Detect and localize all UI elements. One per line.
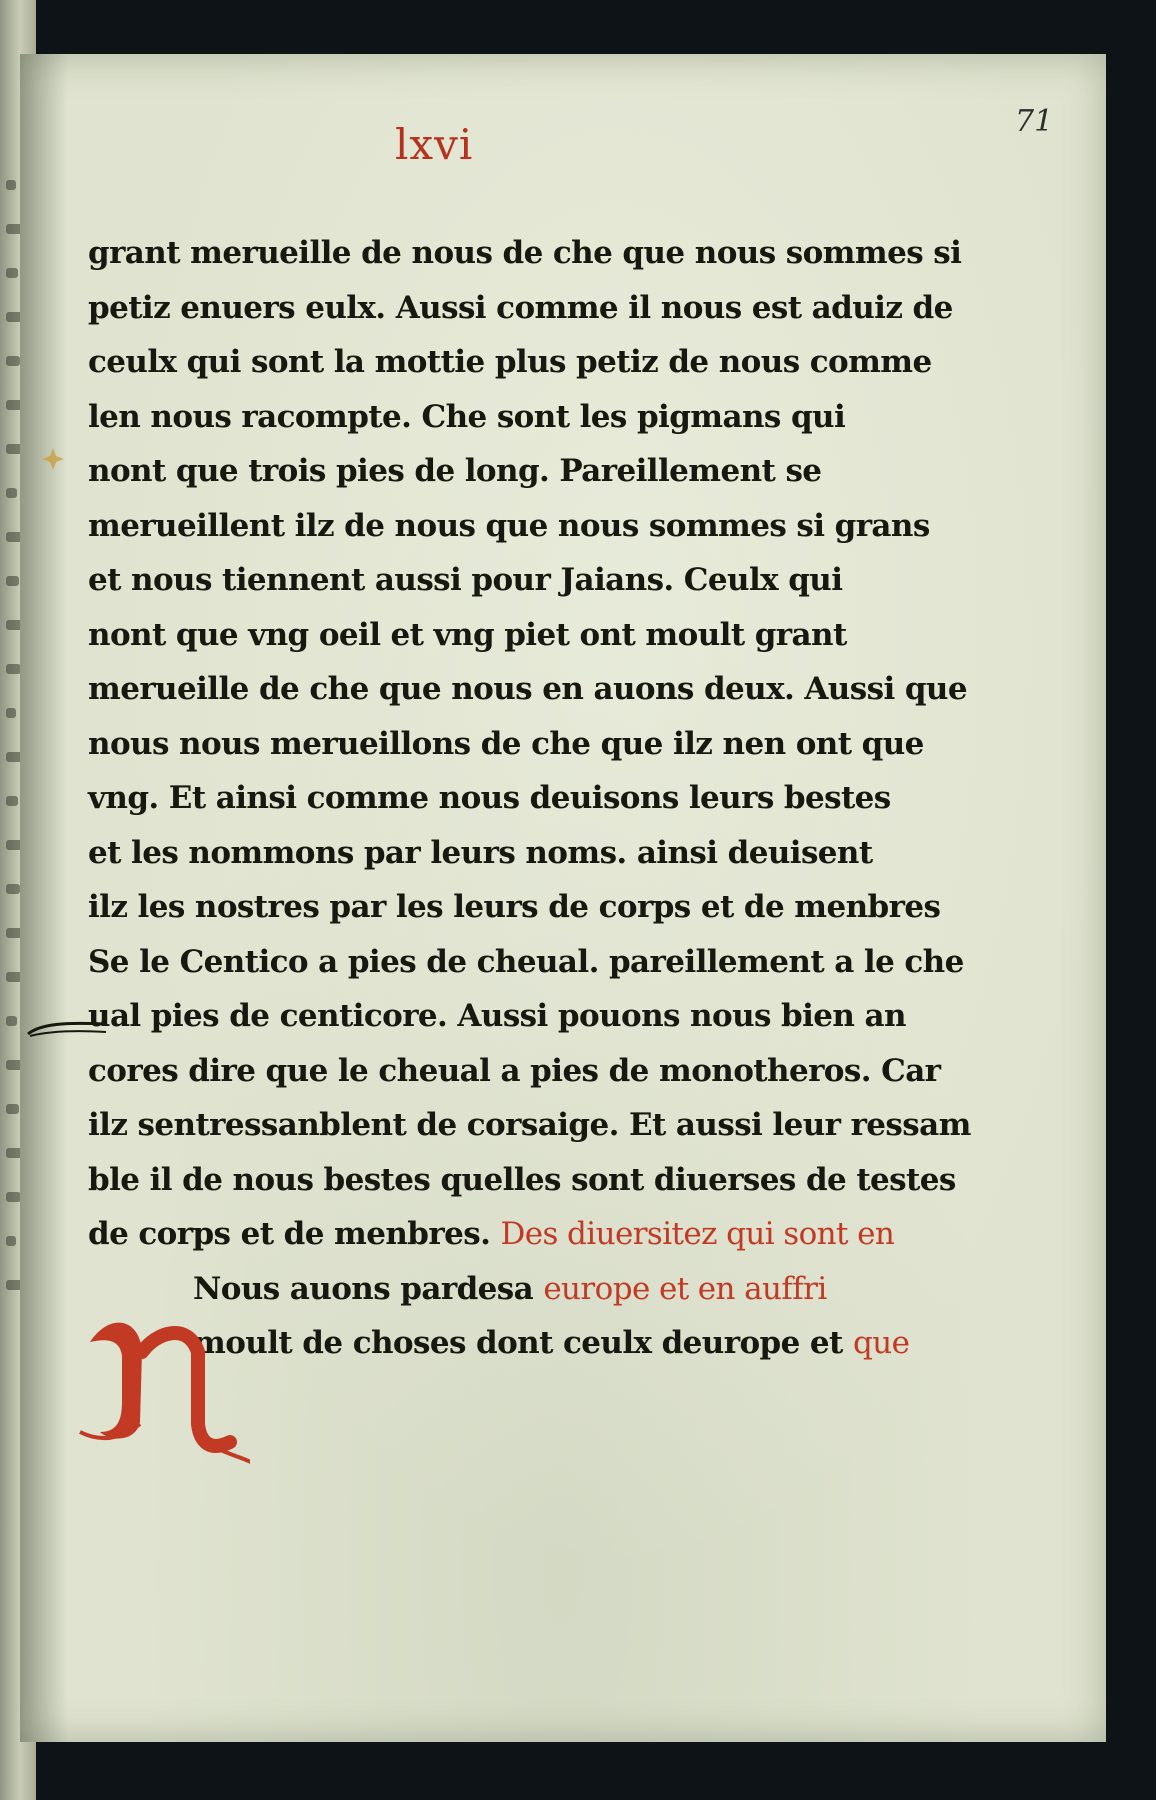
- adjacent-text-fragment: [6, 488, 17, 498]
- text-segment: cores dire que le cheual a pies de monotheros. Car: [88, 1052, 941, 1089]
- rubric-text: que: [852, 1325, 910, 1361]
- text-line: [88, 281, 953, 336]
- adjacent-text-fragment: [6, 796, 18, 806]
- text-segment: ilz les nostres par les leurs de corps et de menbres: [88, 889, 941, 925]
- adjacent-text-fragment: [6, 180, 16, 190]
- text-segment: nous nous merueillons de che que ilz nen ont que: [88, 725, 924, 762]
- text-line: [88, 608, 908, 663]
- adjacent-text-fragment: [6, 884, 20, 894]
- text-segment: Se le Centico a pies de cheual. pareillement a le che: [88, 943, 964, 980]
- adjacent-text-fragment: [6, 1236, 16, 1246]
- text-segment: ual pies de centicore. Aussi pouons nous bien an: [88, 998, 906, 1034]
- text-segment: petiz enuers eulx. Aussi comme il nous est aduiz de: [88, 289, 953, 326]
- text-segment: nont que vng oeil et vng piet ont moult grant: [88, 616, 847, 653]
- text-line: [88, 662, 967, 717]
- text-line: [88, 826, 908, 881]
- text-segment: merueillent ilz de nous que nous sommes si grans: [88, 507, 930, 544]
- chapter-number: lxvi: [395, 120, 474, 169]
- text-line: [88, 1207, 908, 1262]
- adjacent-text-fragment: [6, 1016, 17, 1026]
- margin-mark-icon: [40, 446, 66, 472]
- text-block: [88, 226, 971, 1371]
- text-line: [88, 553, 908, 608]
- adjacent-text-fragment: [6, 576, 19, 586]
- text-line: [88, 444, 908, 499]
- adjacent-text-fragment: [6, 356, 20, 366]
- adjacent-text-fragment: [6, 1192, 21, 1202]
- text-segment: ceulx qui sont la mottie plus petiz de nous comme: [88, 344, 932, 380]
- text-line: [88, 226, 962, 281]
- adjacent-text-fragment: [6, 664, 21, 674]
- text-segment: merueille de che que nous en auons deux. Aussi que: [88, 671, 967, 707]
- text-line: [88, 717, 924, 772]
- text-line: [88, 1098, 971, 1153]
- rubric-text: europe et en auffri: [543, 1270, 827, 1307]
- text-line: [88, 390, 908, 445]
- adjacent-text-fragment: [6, 1104, 19, 1114]
- text-line: [88, 989, 908, 1044]
- folio-number: 71: [1015, 104, 1054, 139]
- text-line: [88, 880, 941, 935]
- text-segment: ilz sentressanblent de corsaige. Et aussi leur ressam: [88, 1107, 971, 1143]
- text-segment: de corps et de menbres.: [88, 1216, 501, 1252]
- rubric-text: Des diuersitez qui sont en: [500, 1216, 895, 1252]
- text-line: [88, 499, 930, 554]
- adjacent-text-fragment: [6, 268, 18, 278]
- text-segment: Nous auons pardesa: [193, 1270, 544, 1307]
- text-line: [88, 1153, 956, 1208]
- text-segment: ble il de nous bestes quelles sont diuerses de testes: [88, 1161, 956, 1198]
- text-segment: len nous racompte. Che sont les pigmans qui: [88, 398, 846, 435]
- manuscript-folio: [20, 54, 1106, 1742]
- text-segment: nont que trois pies de long. Pareillement se: [88, 453, 822, 489]
- gutter-shadow: [20, 54, 68, 1742]
- text-segment: grant merueille de nous de che que nous sommes si: [88, 235, 962, 271]
- adjacent-text-fragment: [6, 708, 16, 718]
- illuminated-initial-n: [70, 1292, 250, 1492]
- text-line: [88, 771, 908, 826]
- text-line: [88, 1044, 941, 1099]
- text-line: [88, 335, 932, 390]
- text-segment: et les nommons par leurs noms. ainsi deuisent: [88, 834, 873, 871]
- text-line: [88, 935, 964, 990]
- text-segment: moult de choses dont ceulx deurope et: [193, 1325, 853, 1361]
- text-segment: et nous tiennent aussi pour Jaians. Ceulx qui: [88, 562, 843, 598]
- text-segment: vng. Et ainsi comme nous deuisons leurs bestes: [88, 780, 891, 816]
